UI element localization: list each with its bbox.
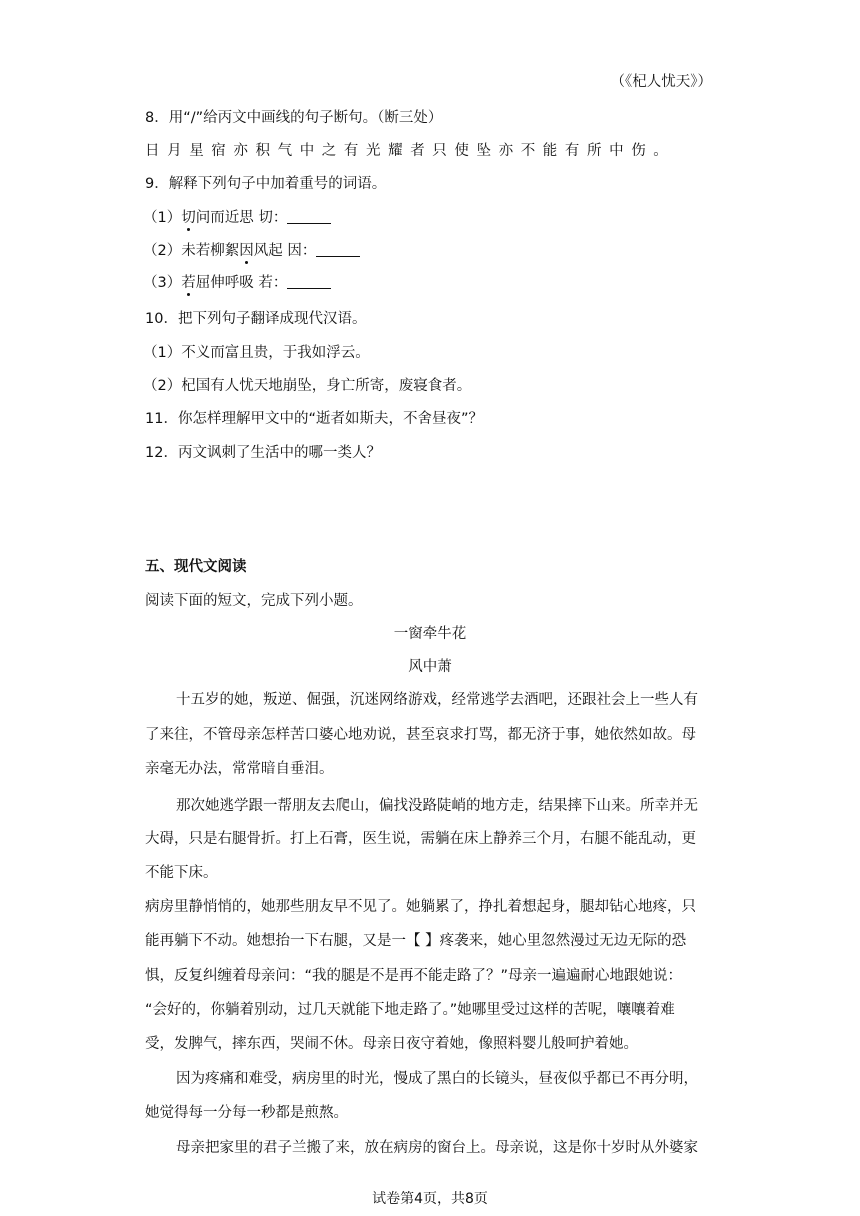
article-line: 大碍，只是右腿骨折。打上石膏，医生说，需躺在床上静养三个月，右腿不能乱动，更 <box>145 831 696 847</box>
article-line: 不能下床。 <box>145 865 218 881</box>
article-line: 那次她逃学跟一帮朋友去爬山，偏找没路陡峭的地方走，结果摔下山来。所幸并无 <box>176 798 698 814</box>
answer-blank-3[interactable] <box>287 274 331 289</box>
article-line: 母亲把家里的君子兰搬了来，放在病房的窗台上。母亲说，这是你十岁时从外婆家 <box>176 1140 698 1156</box>
answer-blank-2[interactable] <box>316 242 360 257</box>
article-line: “会好的，你躺着别动，过几天就能下地走路了。”她哪里受过这样的苦呢，嚷嚷着难 <box>145 1002 675 1018</box>
emphasis-word-2: 因 <box>239 243 254 259</box>
article-line: 十五岁的她，叛逆、倔强，沉迷网络游戏，经常逃学去酒吧，还跟社会上一些人有 <box>176 692 698 708</box>
question-11: 11．你怎样理解甲文中的“逝者如斯夫，不舍昼夜”？ <box>145 411 483 427</box>
article-line: 了来往，不管母亲怎样苦口婆心地劝说，甚至哀求打骂，都无济于事，她依然如故。母 <box>145 727 696 743</box>
emphasis-word-1: 切 <box>181 210 196 226</box>
page-footer: 试卷第4页，共8页 <box>372 1191 488 1207</box>
article-line: 能再躺下不动。她想抬一下右腿，又是一【 】疼袭来，她心里忽然漫过无边无际的恐 <box>145 933 687 949</box>
question-8-sentence: 日月星宿亦积气中之有光耀者只使坠亦不能有所中伤。 <box>145 143 676 159</box>
article-line: 亲毫无办法，常常暗自垂泪。 <box>145 761 334 777</box>
section-5-heading: 五、现代文阅读 <box>145 559 247 575</box>
article-author: 风中萧 <box>408 659 452 675</box>
section-5-instruction: 阅读下面的短文，完成下列小题。 <box>145 593 363 609</box>
article-line: 病房里静悄悄的，她那些朋友早不见了。她躺累了，挣扎着想起身，腿却钻心地疼，只 <box>145 899 696 915</box>
question-9-item-1: （1）切问而近思 切： <box>143 208 331 228</box>
question-10-stem: 10．把下列句子翻译成现代汉语。 <box>145 311 367 327</box>
question-9-stem: 9．解释下列句子中加着重号的词语。 <box>145 176 387 192</box>
question-10-item-1: （1）不义而富且贵，于我如浮云。 <box>143 345 370 361</box>
source-citation: （《杞人忧天》） <box>610 74 712 90</box>
question-12: 12．丙文讽刺了生活中的哪一类人？ <box>145 445 381 461</box>
article-line: 她觉得每一分每一秒都是煎熬。 <box>145 1105 348 1121</box>
emphasis-word-3: 若 <box>181 275 196 291</box>
question-9-item-3: （3）若屈伸呼吸 若： <box>143 273 331 293</box>
article-line: 因为疼痛和难受，病房里的时光，慢成了黑白的长镜头，昼夜似乎都已不再分明， <box>176 1071 698 1087</box>
article-title: 一窗牵牛花 <box>393 626 467 642</box>
question-9-item-2: （2）未若柳絮因风起 因： <box>143 241 360 261</box>
question-10-item-2: （2）杞国有人忧天地崩坠，身亡所寄，废寝食者。 <box>143 378 472 394</box>
answer-blank-1[interactable] <box>287 209 331 224</box>
question-8-stem: 8．用“/”给丙文中画线的句子断句。（断三处） <box>145 110 443 126</box>
article-line: 受，发脾气，摔东西，哭闹不休。母亲日夜守着她，像照料婴儿般呵护着她。 <box>145 1036 638 1052</box>
article-line: 惧，反复纠缠着母亲问：“我的腿是不是再不能走路了？”母亲一遍遍耐心地跟她说： <box>145 968 683 984</box>
